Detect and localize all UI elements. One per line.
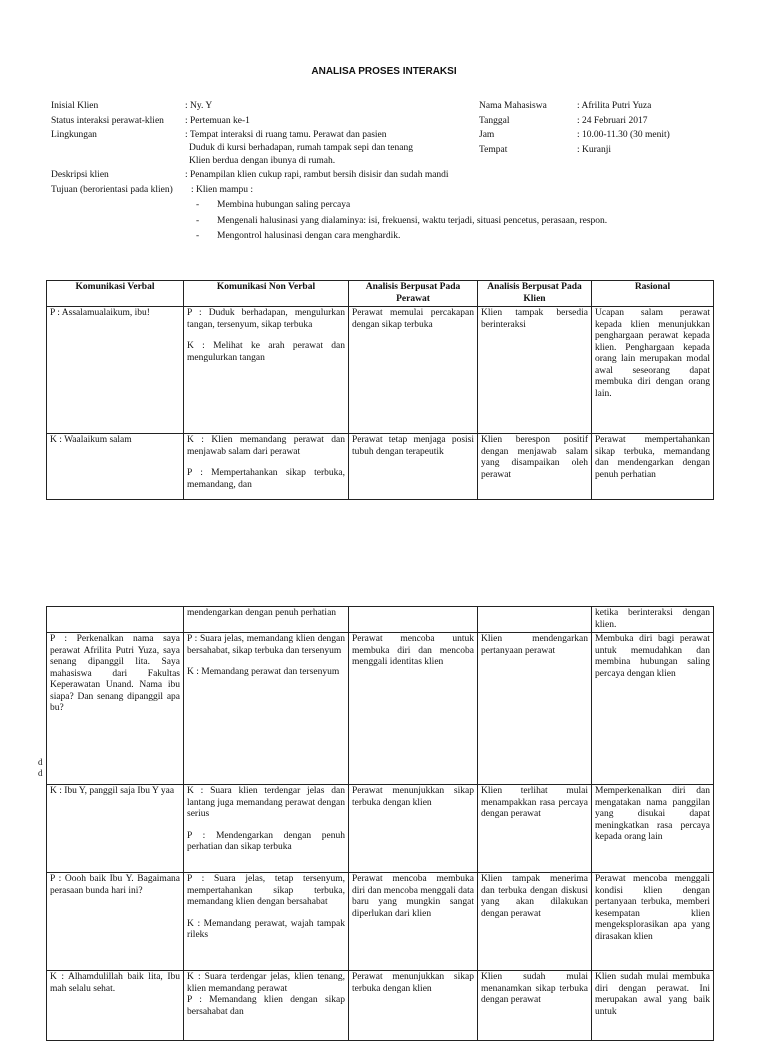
goal-item [196,215,607,231]
nonverbal-line: mendengarkan dengan penuh perhatian [187,608,337,618]
table-header-row [47,281,714,307]
tempat-label: Tempat [479,144,508,155]
left-info-block [51,100,449,198]
klien-cell: Klien terlihat mulai menampakkan rasa percaya dengan perawat [478,785,592,873]
nonverbal-line: K : Memandang perawat dan tersenyum [187,667,340,677]
header-klien: Analisis Berpusat Pada Klien [478,281,592,307]
header-perawat: Analisis Berpusat Pada Perawat [349,281,478,307]
goals-list [196,199,607,246]
lingkungan-value [185,129,413,168]
nonverbal-cell [184,971,349,1041]
verbal-cell: K : Alhamdulillah baik lita, Ibu mah selalu sehat. [47,971,184,1041]
verbal-cell: K : Waalaikum salam [47,434,184,500]
perawat-cell [349,607,478,633]
header-verbal: Komunikasi Verbal [47,281,184,307]
klien-label: Inisial Klien [51,101,99,111]
verbal-cell: P : Perkenalkan nama saya perawat Afrilita Putri Yuza, saya senang dipanggil lita. Saya mahasiswa dari Fakultas Keperawatan Unand. Nama ibu siapa? Dan senang dipanggil apa bu? [47,633,184,785]
nonverbal-cell [184,607,349,633]
verbal-cell: P : Oooh baik Ibu Y. Bagaimana perasaan bunda hari ini? [47,873,184,971]
klien-cell: Klien mendengarkan pertanyaan perawat [478,633,592,785]
document-title: ANALISA PROSES INTERAKSI [311,66,457,77]
nonverbal-line: K : Suara klien terdengar jelas dan lantang juga memandang perawat dengan serius [187,786,345,819]
goal-marker: - [196,200,200,210]
goal-item [196,230,607,246]
status-label: Status interaksi perawat-klien [51,115,164,126]
klien-cell: Klien sudah mulai menanamkan sikap terbuka dengan perawat [478,971,592,1041]
deskripsi-value: : Penampilan klien cukup rapi, rambut bersih disisir dan sudah mandi [185,170,449,180]
status-value: : Pertemuan ke-1 [185,115,250,126]
nonverbal-cell [184,434,349,500]
mahasiswa-label: Nama Mahasiswa [479,101,547,111]
klien-cell: Klien tampak menerima dan terbuka dengan diskusi yang akan dilakukan dengan perawat [478,873,592,971]
nonverbal-line: K : Memandang perawat, wajah tampak rileks [187,918,345,940]
table-row [47,607,714,633]
nonverbal-line: K : Klien memandang perawat dan menjawab salam dari perawat [187,435,345,457]
tanggal-label: Tanggal [479,115,510,126]
lingkungan-line: Klien berdua dengan ibunya di rumah. [189,156,336,166]
nonverbal-line: P : Memandang klien dengan sikap bersahabat dan [187,995,345,1017]
nonverbal-line: P : Suara jelas, memandang klien dengan bersahabat, sikap terbuka dan tersenyum [187,634,345,656]
nonverbal-line: K : Suara terdengar jelas, klien tenang, klien memandang perawat [187,972,345,994]
lingkungan-line: Duduk di kursi berhadapan, rumah tampak sepi dan tenang [189,143,413,153]
table-row [47,434,714,500]
interaction-table-page1 [46,280,714,500]
margin-note [38,757,43,779]
tempat-value: : Kuranji [577,144,612,155]
klien-cell: Klien tampak bersedia berinteraksi [478,307,592,434]
perawat-cell: Perawat tetap menjaga posisi tubuh dengan terapeutik [349,434,478,500]
rasional-cell: Klien sudah mulai membuka diri dengan perawat. Ini merupakan awal yang baik untuk [592,971,714,1041]
nonverbal-line: P : Mendengarkan dengan penuh perhatian dan sikap terbuka [187,830,345,852]
verbal-cell [47,607,184,633]
nonverbal-cell [184,633,349,785]
rasional-cell: ketika berinteraksi dengan klien. [592,607,714,633]
verbal-cell: K : Ibu Y, panggil saja Ibu Y yaa [47,785,184,873]
rasional-cell: Memperkenalkan diri dan mengatakan nama panggilan yang disukai dapat meningkatkan rasa percaya kepada orang lain [592,785,714,873]
perawat-cell: Perawat mencoba membuka diri dan mencoba menggali data baru yang mungkin sangat diperlukan dari klien [349,873,478,971]
right-info-block [479,100,670,158]
perawat-cell: Perawat mencoba untuk membuka diri dan mencoba menggali identitas klien [349,633,478,785]
verbal-cell: P : Assalamualaikum, ibu! [47,307,184,434]
table-row [47,307,714,434]
perawat-cell: Perawat menunjukkan sikap terbuka dengan klien [349,785,478,873]
nonverbal-line: P : Duduk berhadapan, mengulurkan tangan, tersenyum, sikap terbuka [187,308,345,330]
rasional-cell: Ucapan salam perawat kepada klien menunjukkan penghargaan perawat kepada klien. Penghargaan kepada orang lain merupakan modal awal seseorang dapat membuka diri dengan orang lain. [592,307,714,434]
goal-text: Mengenali halusinasi yang dialaminya: isi, frekuensi, waktu terjadi, situasi pencetus, perasaan, respon. [217,215,608,226]
table-row [47,971,714,1041]
margin-note-char: d [38,757,43,767]
perawat-cell: Perawat memulai percakapan dengan sikap terbuka [349,307,478,434]
header-nonverbal: Komunikasi Non Verbal [184,281,349,307]
lingkungan-label: Lingkungan [51,130,97,140]
klien-cell: Klien berespon positif dengan menjawab salam yang disampaikan oleh perawat [478,434,592,500]
lingkungan-line: : Tempat interaksi di ruang tamu. Perawat dan pasien [185,130,387,140]
nonverbal-line: K : Melihat ke arah perawat dan mengulurkan tangan [187,341,345,363]
jam-value: : 10.00-11.30 (30 menit) [577,130,670,140]
table-row [47,785,714,873]
goal-item [196,199,607,215]
nonverbal-cell [184,873,349,971]
rasional-cell: Perawat mencoba menggali kondisi klien dengan pertanyaan terbuka, memberi kesempatan klien mengeksplorasikan apa yang dirasakan klien [592,873,714,971]
table-row [47,633,714,785]
goal-marker: - [196,215,200,226]
tanggal-value: : 24 Februari 2017 [577,115,648,126]
klien-value: : Ny. Y [185,101,213,111]
goal-text: Mengontrol halusinasi dengan cara menghardik. [217,231,401,241]
table-row [47,873,714,971]
goal-marker: - [196,231,200,241]
nonverbal-cell [184,785,349,873]
jam-label: Jam [479,130,495,140]
margin-note-char: d [38,768,43,778]
header-rasional: Rasional [592,281,714,307]
tujuan-value: : Klien mampu : [191,184,254,195]
nonverbal-cell [184,307,349,434]
goal-text: Membina hubungan saling percaya [217,200,351,210]
rasional-cell: Perawat mempertahankan sikap terbuka, memandang dan mendengarkan dengan penuh perhatian [592,434,714,500]
mahasiswa-value: : Afrilita Putri Yuza [577,101,652,111]
perawat-cell: Perawat menunjukkan sikap terbuka dengan klien [349,971,478,1041]
interaction-table-page2 [46,606,714,1041]
klien-cell [478,607,592,633]
nonverbal-line: P : Mempertahankan sikap terbuka, memandang, dan [187,468,345,490]
nonverbal-line: P : Suara jelas, tetap tersenyum, mempertahankan sikap terbuka, memandang klien dengan bersahabat [187,874,345,907]
rasional-cell: Membuka diri bagi perawat untuk memudahkan dan membina hubungan saling percaya dengan klien [592,633,714,785]
deskripsi-label: Deskripsi klien [51,170,109,180]
tujuan-label: Tujuan (berorientasi pada klien) [51,184,173,195]
